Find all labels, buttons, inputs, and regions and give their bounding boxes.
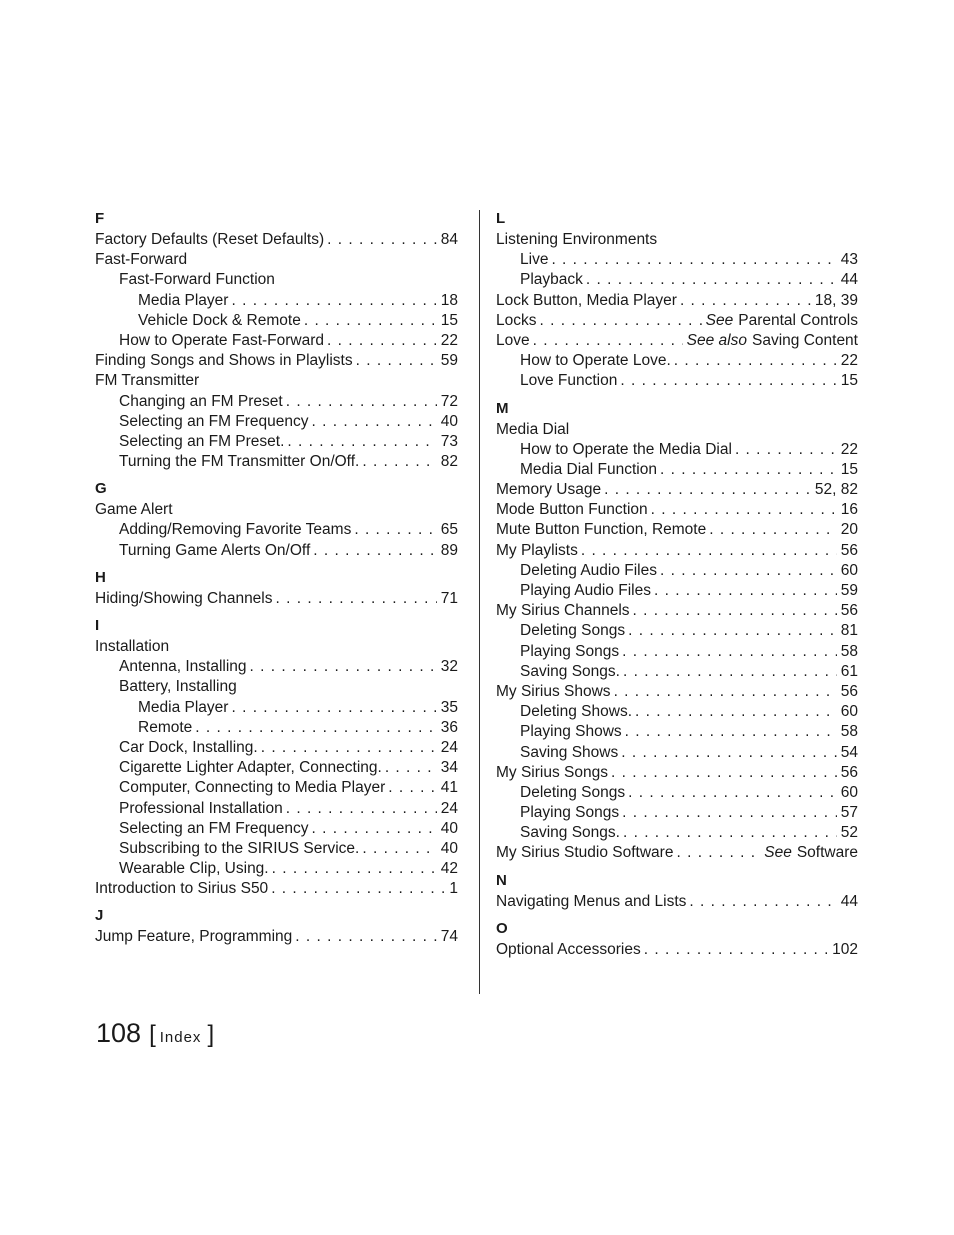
entry-label: Navigating Menus and Lists [496,892,687,910]
see-reference-prefix: See [764,844,792,862]
entry-page: 56 [840,541,858,559]
index-entry [496,230,858,250]
index-entry [496,581,858,601]
entry-label: Turning Game Alerts On/Off [119,541,311,559]
index-entry [95,589,458,609]
entry-label: Media Dial Function [520,460,657,478]
dot-leader [657,561,837,581]
index-entry [496,892,858,912]
entry-page: 15 [840,460,858,478]
entry-label: My Sirius Studio Software [496,844,674,862]
index-entry [95,432,458,452]
index-entry [496,500,858,520]
index-entry [95,371,458,391]
index-entry [496,743,858,763]
see-reference-target: Parental Controls [738,311,858,329]
index-entry [496,940,858,960]
entry-page: 36 [440,718,458,736]
entry-label: Wearable Clip, Using. [119,860,269,878]
index-section [496,918,858,960]
dot-leader [625,621,837,641]
entry-page: 58 [840,723,858,741]
index-entry [496,763,858,783]
entry-label: Playing Songs [520,804,620,822]
index-entry [95,541,458,561]
entry-label: Game Alert [95,501,173,519]
entry-label: Finding Songs and Shows in Playlists [95,352,353,370]
entry-page: 43 [840,251,858,269]
entry-page: 58 [840,642,858,660]
index-entry [95,331,458,351]
dot-leader [651,581,837,601]
entry-label: Introduction to Sirius S50 [95,880,269,898]
entry-page: 22 [840,352,858,370]
index-entry [496,250,858,270]
entry-page: 56 [840,682,858,700]
entry-page: 1 [449,880,458,898]
entry-label: Computer, Connecting to Media Player [119,779,386,797]
index-entry [496,480,858,500]
see-reference-target: Saving Content [752,331,858,349]
entry-page: 44 [840,271,858,289]
index-entry [95,311,458,331]
entry-label: Media Player [138,291,229,309]
entry-page: 56 [840,763,858,781]
entry-page: 59 [440,352,458,370]
bracket-open: [ [149,1021,156,1048]
index-entry [496,331,858,351]
entry-page: 32 [440,658,458,676]
section-letter: H [95,568,106,586]
dot-leader [268,879,445,899]
entry-label: Playback [520,271,583,289]
entry-label: Mute Button Function, Remote [496,521,707,539]
entry-page: 60 [840,561,858,579]
dot-leader [258,738,437,758]
section-letter: N [496,871,507,889]
dot-leader [228,698,436,718]
entry-label: Locks [496,311,537,329]
index-entry [95,718,458,738]
index-entry [496,601,858,621]
dot-leader [601,480,811,500]
entry-label: Fast-Forward Function [119,271,275,289]
dot-leader [619,642,837,662]
index-entry [95,879,458,899]
index-entry [496,351,858,371]
dot-leader [548,250,836,270]
entry-label: Saving Songs. [520,824,620,842]
dot-leader [301,311,437,331]
entry-label: How to Operate the Media Dial [520,440,732,458]
dot-leader [657,460,837,480]
index-entry [496,541,858,561]
section-letter: G [95,480,107,498]
entry-page: 84 [440,231,458,248]
entry-page: 35 [440,698,458,716]
dot-leader [583,270,837,290]
section-letter: J [95,907,104,925]
index-entry [496,682,858,702]
entry-label: My Sirius Channels [496,602,630,620]
index-entry [496,460,858,480]
entry-page: 81 [840,622,858,640]
entry-page: 22 [840,440,858,458]
index-entry [95,230,458,250]
dot-leader [382,758,437,778]
dot-leader [622,722,837,742]
entry-label: My Sirius Shows [496,682,611,700]
index-entry [496,783,858,803]
dot-leader [530,331,683,351]
dot-leader [385,778,437,798]
dot-leader [578,541,837,561]
entry-label: Lock Button, Media Player [496,291,677,309]
index-section [95,905,458,947]
dot-leader [673,843,760,863]
dot-leader [283,799,437,819]
entry-label: Turning the FM Transmitter On/Off. [119,453,360,471]
dot-leader [608,763,837,783]
entry-page: 16 [840,501,858,519]
entry-label: Installation [95,638,170,655]
entry-label: My Sirius Songs [496,763,608,781]
entry-page: 60 [840,783,858,801]
index-section [95,478,458,561]
entry-page: 54 [840,743,858,761]
section-letter: M [496,399,509,417]
entry-label: Saving Songs. [520,662,620,680]
section-letter: L [496,210,506,227]
index-entry [95,799,458,819]
dot-leader [648,500,837,520]
dot-leader [619,803,837,823]
entry-label: Vehicle Dock & Remote [138,311,301,329]
entry-label: Subscribing to the SIRIUS Service. [119,839,360,857]
index-entry [95,859,458,879]
entry-page: 42 [440,860,458,878]
index-entry [95,819,458,839]
dot-leader [283,392,437,412]
dot-leader [732,440,837,460]
index-entry [496,561,858,581]
entry-page: 82 [440,453,458,471]
index-column-right [496,208,858,960]
section-letter: I [95,617,100,634]
index-section [496,398,858,864]
index-entry [95,839,458,859]
entry-label: Selecting an FM Frequency [119,819,309,837]
index-entry [496,662,858,682]
entry-page: 44 [840,892,858,910]
entry-label: Jump Feature, Programming [95,928,293,946]
entry-label: FM Transmitter [95,372,200,390]
index-entry [496,722,858,742]
index-entry [496,270,858,290]
index-entry [95,291,458,311]
entry-label: Memory Usage [496,481,602,499]
entry-label: Listening Environments [496,231,658,248]
entry-page: 18, 39 [814,291,858,309]
dot-leader [192,718,436,738]
index-entry [496,803,858,823]
index-entry [95,637,458,657]
dot-leader [228,291,436,311]
index-entry [95,758,458,778]
entry-page: 59 [840,582,858,599]
index-entry [95,500,458,520]
entry-label: Battery, Installing [119,678,237,696]
dot-leader [351,520,436,540]
dot-leader [309,412,437,432]
entry-page: 40 [440,839,458,857]
entry-page: 15 [840,372,858,390]
index-entry [95,927,458,947]
entry-page: 24 [440,799,458,817]
dot-leader [617,371,836,391]
dot-leader [611,682,837,702]
entry-label: Saving Shows [520,743,619,761]
index-section [496,208,858,392]
entry-label: Cigarette Lighter Adapter, Connecting. [119,759,382,777]
entry-page: 40 [440,819,458,837]
dot-leader [310,541,437,561]
entry-label: Selecting an FM Preset. [119,432,285,450]
index-entry [95,250,458,270]
dot-leader [677,291,811,311]
index-entry [496,520,858,540]
entry-label: Antenna, Installing [119,658,247,676]
entry-page: 56 [840,602,858,620]
index-entry [95,452,458,472]
entry-label: Optional Accessories [496,940,641,958]
index-entry [95,657,458,677]
entry-label: Deleting Audio Files [520,561,657,579]
entry-page: 73 [440,432,458,450]
entry-page: 52 [840,824,858,842]
entry-page: 89 [440,541,458,559]
index-column-left [95,208,458,948]
dot-leader [359,452,436,472]
entry-label: Adding/Removing Favorite Teams [119,521,352,539]
entry-label: Love Function [520,372,618,390]
index-entry [95,520,458,540]
entry-page: 71 [440,589,458,607]
dot-leader [625,783,837,803]
entry-label: Mode Button Function [496,501,648,519]
entry-page: 74 [440,928,458,946]
dot-leader [273,589,437,609]
entry-page: 20 [840,521,858,539]
dot-leader [620,662,837,682]
index-entry [496,440,858,460]
section-letter: O [496,919,508,937]
entry-label: Playing Audio Files [520,582,651,599]
section-name: Index [159,1029,202,1046]
page-footer [96,1018,214,1058]
index-entry [95,392,458,412]
index-entry [496,311,858,331]
dot-leader [353,351,437,371]
entry-page: 65 [440,521,458,539]
dot-leader [359,839,436,859]
see-reference-prefix: See [705,311,734,329]
entry-page: 61 [840,662,858,680]
index-entry [496,823,858,843]
index-entry [496,843,858,863]
index-entry [496,371,858,391]
entry-label: Playing Shows [520,723,622,741]
index-section [95,208,458,472]
entry-label: Playing Songs [520,642,620,660]
entry-label: Deleting Songs [520,783,626,801]
entry-label: How to Operate Love. [520,352,671,370]
entry-page: 60 [840,703,858,721]
entry-label: Professional Installation [119,799,283,817]
dot-leader [641,940,828,960]
entry-label: Media Player [138,698,229,716]
dot-leader [618,743,837,763]
index-entry [95,412,458,432]
index-section [95,567,458,609]
index-entry [496,621,858,641]
dot-leader [324,331,437,351]
dot-leader [630,601,837,621]
column-divider [479,210,480,994]
dot-leader [309,819,437,839]
entry-label: How to Operate Fast-Forward [119,331,325,349]
entry-page: 34 [440,759,458,777]
index-entry [95,270,458,290]
entry-label: Hiding/Showing Channels [95,589,273,607]
entry-page: 57 [840,804,858,822]
bracket-close: ] [207,1021,215,1048]
entry-label: Factory Defaults (Reset Defaults) [95,231,325,248]
entry-page: 102 [832,940,858,958]
dot-leader [537,311,702,331]
entry-page: 15 [440,311,458,329]
see-reference-prefix: See also [686,331,747,349]
index-entry [95,698,458,718]
entry-label: Car Dock, Installing. [119,738,258,756]
dot-leader [686,892,836,912]
index-entry [95,677,458,697]
entry-label: Media Dial [496,420,570,438]
entry-page: 72 [440,392,458,410]
dot-leader [706,520,837,540]
entry-page: 40 [440,412,458,430]
see-reference-target: Software [796,844,858,862]
entry-page: 24 [440,738,458,756]
entry-page: 41 [440,779,458,797]
index-entry [95,778,458,798]
index-entry [496,291,858,311]
index-section [95,615,458,899]
section-letter: F [95,210,105,227]
entry-label: Love [496,331,530,349]
entry-page: 22 [440,331,458,349]
dot-leader [284,432,436,452]
entry-page: 18 [440,291,458,309]
dot-leader [620,823,837,843]
dot-leader [247,657,437,677]
entry-label: Changing an FM Preset [119,392,283,410]
entry-label: Selecting an FM Frequency [119,412,309,430]
dot-leader [632,702,837,722]
index-entry [95,351,458,371]
index-entry [496,420,858,440]
entry-label: Remote [138,718,193,736]
index-entry [95,738,458,758]
page-number: 108 [96,1018,142,1048]
entry-label: My Playlists [496,541,578,559]
entry-label: Deleting Songs [520,622,626,640]
entry-label: Live [520,251,549,269]
index-entry [496,702,858,722]
entry-label: Fast-Forward [95,251,188,269]
dot-leader [269,859,437,879]
dot-leader [671,351,837,371]
entry-page: 52, 82 [814,481,858,499]
index-entry [496,642,858,662]
entry-label: Deleting Shows. [520,703,633,721]
index-section [496,870,858,912]
dot-leader [292,927,436,947]
dot-leader [324,230,437,250]
